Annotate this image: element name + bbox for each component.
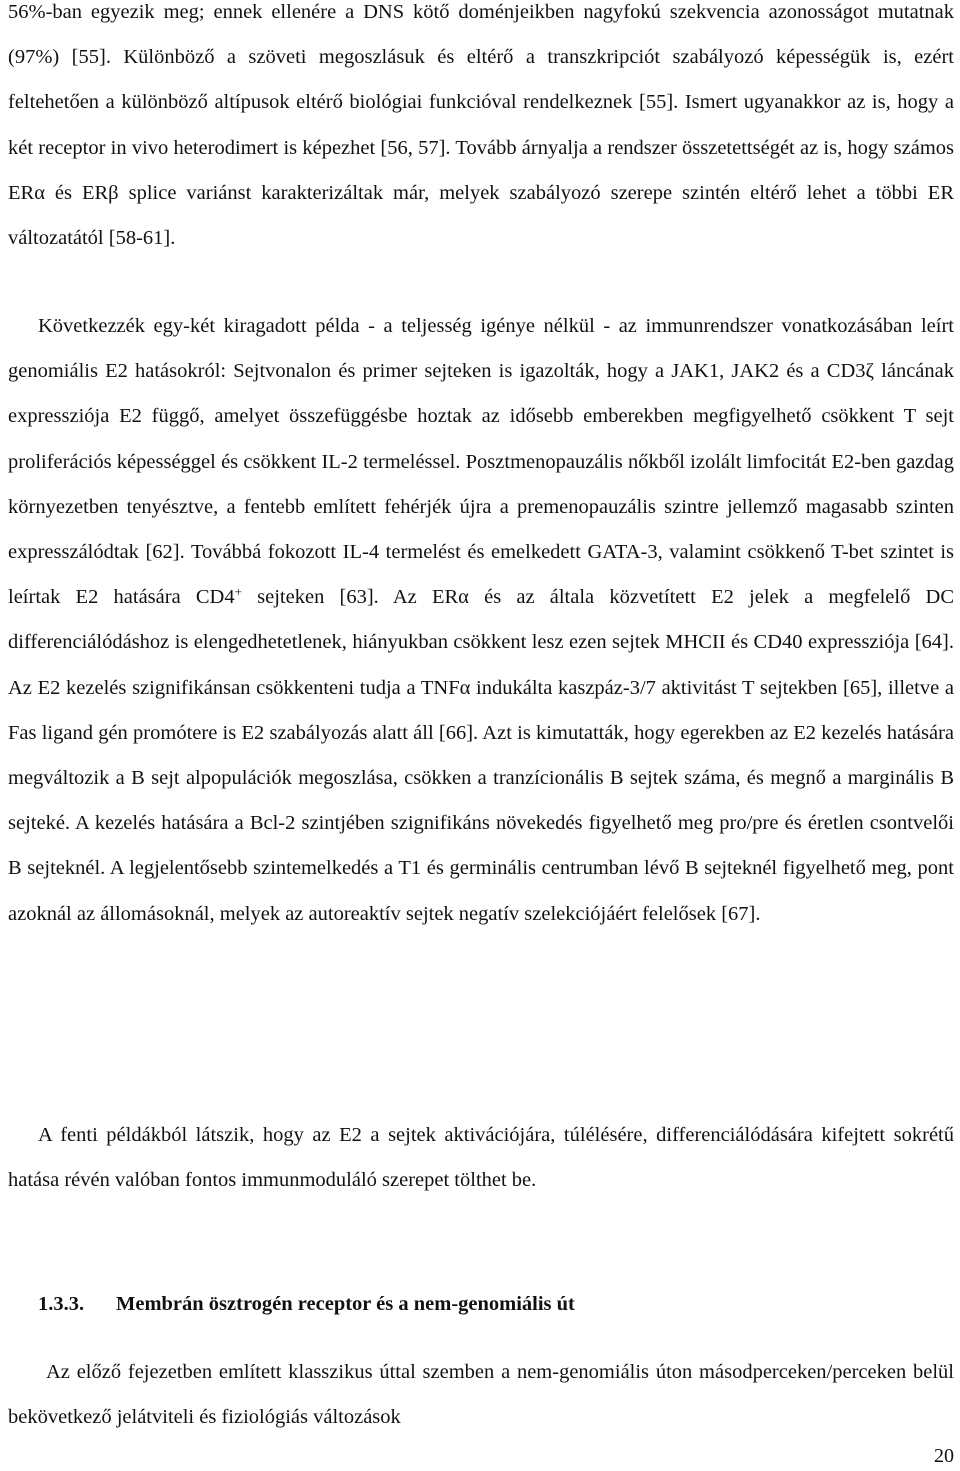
paragraph-text: A fenti példákból látszik, hogy az E2 a sejtek aktivációjára, túlélésére, differenciálódására kifejtett sokrétű hatása révén valóban fontos immunmoduláló szerepet tölthet be. [8, 1124, 954, 1192]
paragraph-text: Az előző fejezetben említett klasszikus úttal szemben a nem-genomiális úton másodperceken/perceken belül bekövetkező jelátviteli és fiziológiás változások [8, 1361, 954, 1429]
paragraph-text: Következzék egy-két kiragadott példa - a teljesség igénye nélkül - az immunrendszer vonatkozásában leírt genomiális E2 hatásokról: Sejtvonalon és primer sejteken is igazolták, hogy a JAK1, JAK2 és a CD3ζ láncának expressziója E2 függő, amelyet összefüggésbe hoztak az idősebb emberekben megfigyelhető csökkent T sejt proliferációs képességgel és csökkent IL-2 termeléssel. Posztmenopauzális nőkből izolált limfocitát E2-ben gazdag környezetben tenyésztve, a fentebb említett fehérjék újra a premenopauzális szintre jellemző magasabb szinten expresszálódtak [62]. Továbbá fokozott IL-4 termelést és emelkedett GATA-3, valamint csökkenő T-bet szintet is leírtak E2 hatására CD4 [8, 315, 954, 609]
paragraph-er-subtypes [8, 0, 954, 261]
paragraph-membrane-receptor [8, 1350, 954, 1440]
section-title: Membrán ösztrogén receptor és a nem-genomiális út [116, 1293, 575, 1315]
superscript-plus: + [234, 584, 242, 600]
paragraph-text-continued: sejteken [63]. Az ERα és az általa közvetített E2 jelek a megfelelő DC differenciálódáshoz is elengedhetetlenek, hiányukban csökkent lesz ezen sejtek MHCII és CD40 expressziója [64]. Az E2 kezelés szignifikánsan csökkenteni tudja a TNFα indukálta kaszpáz-3/7 aktivitást T sejtekben [65], illetve a Fas ligand gén promótere is E2 szabályozás alatt áll [66]. Azt is kimutatták, hogy egerekben az E2 kezelés hatására megváltozik a B sejt alpopulációk megoszlása, csökken a tranzícionális B sejtek száma, és megnő a marginális B sejteké. A kezelés hatására a Bcl-2 szintjében szignifikáns növekedés figyelhető meg pro/pre és éretlen csontvelői B sejteknél. A legjelentősebb szintemelkedés a T1 és germinális centrumban lévő B sejteknél figyelhető meg, pont azoknál az állomásoknál, melyek az autoreaktív sejtek negatív szelekciójáért felelősek [67]. [8, 586, 954, 925]
section-number: 1.3.3. [38, 1293, 85, 1315]
paragraph-conclusion [8, 1113, 954, 1203]
paragraph-text: 56%-ban egyezik meg; ennek ellenére a DNS kötő doménjeikben nagyfokú szekvencia azonosságot mutatnak (97%) [55]. Különböző a szöveti megoszlásuk és eltérő a transzkripciót szabályozó képességük is, ezért feltehetően a különböző altípusok eltérő biológiai funkcióval rendelkeznek [55]. Ismert ugyanakkor az is, hogy a két receptor in vivo heterodimert is képezhet [56, 57]. Tovább árnyalja a rendszer összetettségét az is, hogy számos ERα és ERβ splice variánst karakterizáltak már, melyek szabályozó szerepe szintén eltérő lehet a többi ER változatától [58-61]. [8, 1, 954, 250]
section-heading [38, 1288, 575, 1320]
page-number: 20 [934, 1445, 954, 1467]
paragraph-genomic-effects [8, 304, 954, 937]
